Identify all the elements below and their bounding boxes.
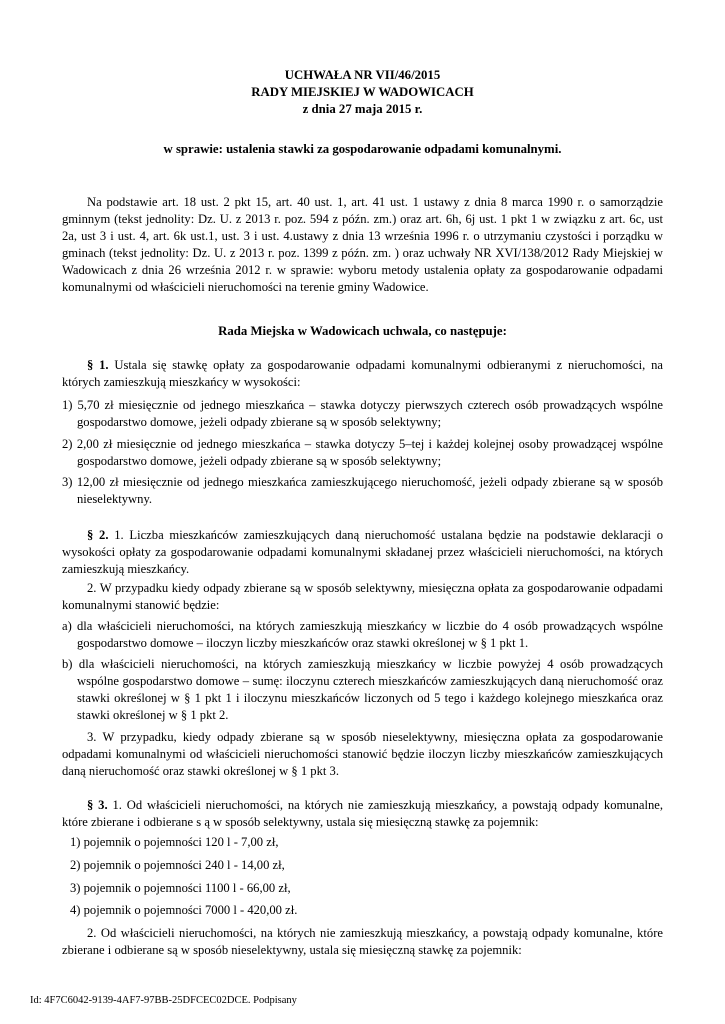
section-3-text: 1. Od właścicieli nieruchomości, na których nie zamieszkują mieszkańcy, a powstają odpady komunalne, które zbierane i odbierane s ą w sposób selektywny, ustala się miesięczną stawkę za pojemnik: [62, 798, 664, 829]
section-2-item-a: a) dla właścicieli nieruchomości, na których zamieszkują mieszkańcy w liczbie do 4 osób prowadzących wspólne gospodarstwo domowe – iloczyn liczby mieszkańców oraz stawki określonej w § 1 pkt 1. [62, 619, 663, 650]
preamble: Na podstawie art. 18 ust. 2 pkt 15, art. 40 ust. 1, art. 41 ust. 1 ustawy z dnia 8 marca 1990 r. o samorządzie gminnym (tekst jednolity: Dz. U. z 2013 r. poz. 594 z późn. zm.) oraz art. 6h, 6j ust. 1 pkt 1 w związku z art. 6c, ust 2a, ust 3 i ust. 4, art. 6k ust.1, ust. 3 i ust. 4.ustawy z dnia 13 września 1996 r. o utrzymaniu czystości i porządku w gminach (tekst jednolity: Dz. U. z 2013 r. poz. 1399 z późn. zm. ) oraz uchwały NR XVI/138/2012 Rady Miejskiej w Wadowicach z dnia 26 września 2012 r. w sprawie: wyboru metody ustalenia opłaty za gospodarowanie odpadami komunalnymi od właścicieli nieruchomości na terenie gminy Wadowice. [62, 195, 663, 294]
container-rate-1100: 3) pojemnik o pojemności 1100 l - 66,00 zł, [70, 881, 291, 895]
council-name: RADY MIEJSKIEJ W WADOWICACH [251, 85, 474, 99]
section-2-para-2: 2. W przypadku kiedy odpady zbierane są w sposób selektywny, miesięczna opłata za gospodarowanie odpadami komunalnymi stanowić będzie: [62, 581, 663, 612]
document-id-footer: Id: 4F7C6042-9139-4AF7-97BB-25DFCEC02DCE. Podpisany [30, 995, 297, 1006]
container-rate-120: 1) pojemnik o pojemności 120 l - 7,00 zł, [70, 835, 279, 849]
container-rate-240: 2) pojemnik o pojemności 240 l - 14,00 zł, [70, 858, 285, 872]
section-1-intro [62, 357, 663, 391]
section-2-item-b: b) dla właścicieli nieruchomości, na których zamieszkują mieszkańcy w liczbie powyżej 4 osób prowadzących wspólne gospodarstwo domowe – sumę: iloczynu czterech mieszkańców zamieszkujących daną nieruchomość oraz stawki określonej w § 1 pkt 1 i iloczynu mieszkańców liczonych od 5 tego i każdego kolejnego mieszkańca oraz stawki określonej w § 1 pkt 2. [62, 657, 663, 722]
section-1-item-2: 2) 2,00 zł miesięcznie od jednego mieszkańca – stawka dotyczy 5–tej i każdej kolejnej osoby prowadzącej wspólne gospodarstwo domowe, jeżeli odpady zbierane są w sposób selektywny; [62, 437, 663, 468]
resolution-subject: w sprawie: ustalenia stawki za gospodarowanie odpadami komunalnymi. [163, 142, 562, 156]
resolves-heading: Rada Miejska w Wadowicach uchwala, co następuje: [218, 324, 507, 338]
section-1-item-3: 3) 12,00 zł miesięcznie od jednego mieszkańca zamieszkującego nieruchomość, jeżeli odpady zbierane są w sposób nieselektywny. [62, 475, 663, 506]
section-1-text: Ustala się stawkę opłaty za gospodarowanie odpadami komunalnymi odbieranymi z nieruchomości, na których zamieszkują mieszkańcy w wysokości: [62, 358, 664, 389]
section-2-para-1 [62, 527, 663, 578]
section-2-para-3: 3. W przypadku, kiedy odpady zbierane są w sposób nieselektywny, miesięczna opłata za gospodarowanie odpadami komunalnymi od właścicieli nieruchomości stanowić będzie iloczyn liczby mieszkańców zamieszkujących daną nieruchomość oraz stawki określonej w § 1 pkt 3. [62, 730, 663, 778]
section-1-item-1: 1) 5,70 zł miesięcznie od jednego mieszkańca – stawka dotyczy pierwszych czterech osób prowadzących wspólne gospodarstwo domowe, jeżeli odpady zbierane są w sposób selektywny; [62, 398, 663, 429]
section-3-mark: § 3. [87, 798, 108, 812]
section-2-text: 1. Liczba mieszkańców zamieszkujących daną nieruchomość ustalana będzie na podstawie deklaracji o wysokości opłaty za gospodarowanie odpadami komunalnymi składanej przez właścicieli nieruchomości, na których zamieszkują mieszkańcy. [62, 528, 664, 576]
resolution-date: z dnia 27 maja 2015 r. [302, 102, 423, 116]
section-3-para-1 [62, 797, 663, 831]
section-1-mark: § 1. [87, 358, 109, 372]
container-rate-7000: 4) pojemnik o pojemności 7000 l - 420,00 zł. [70, 903, 298, 917]
section-3-para-2: 2. Od właścicieli nieruchomości, na których nie zamieszkują mieszkańcy, a powstają odpady komunalne, które zbierane i odbierane są w sposób nieselektywny, ustala się miesięczną stawkę za pojemnik: [62, 926, 663, 957]
section-2-mark: § 2. [87, 528, 109, 542]
resolution-number: UCHWAŁA NR VII/46/2015 [284, 68, 441, 82]
